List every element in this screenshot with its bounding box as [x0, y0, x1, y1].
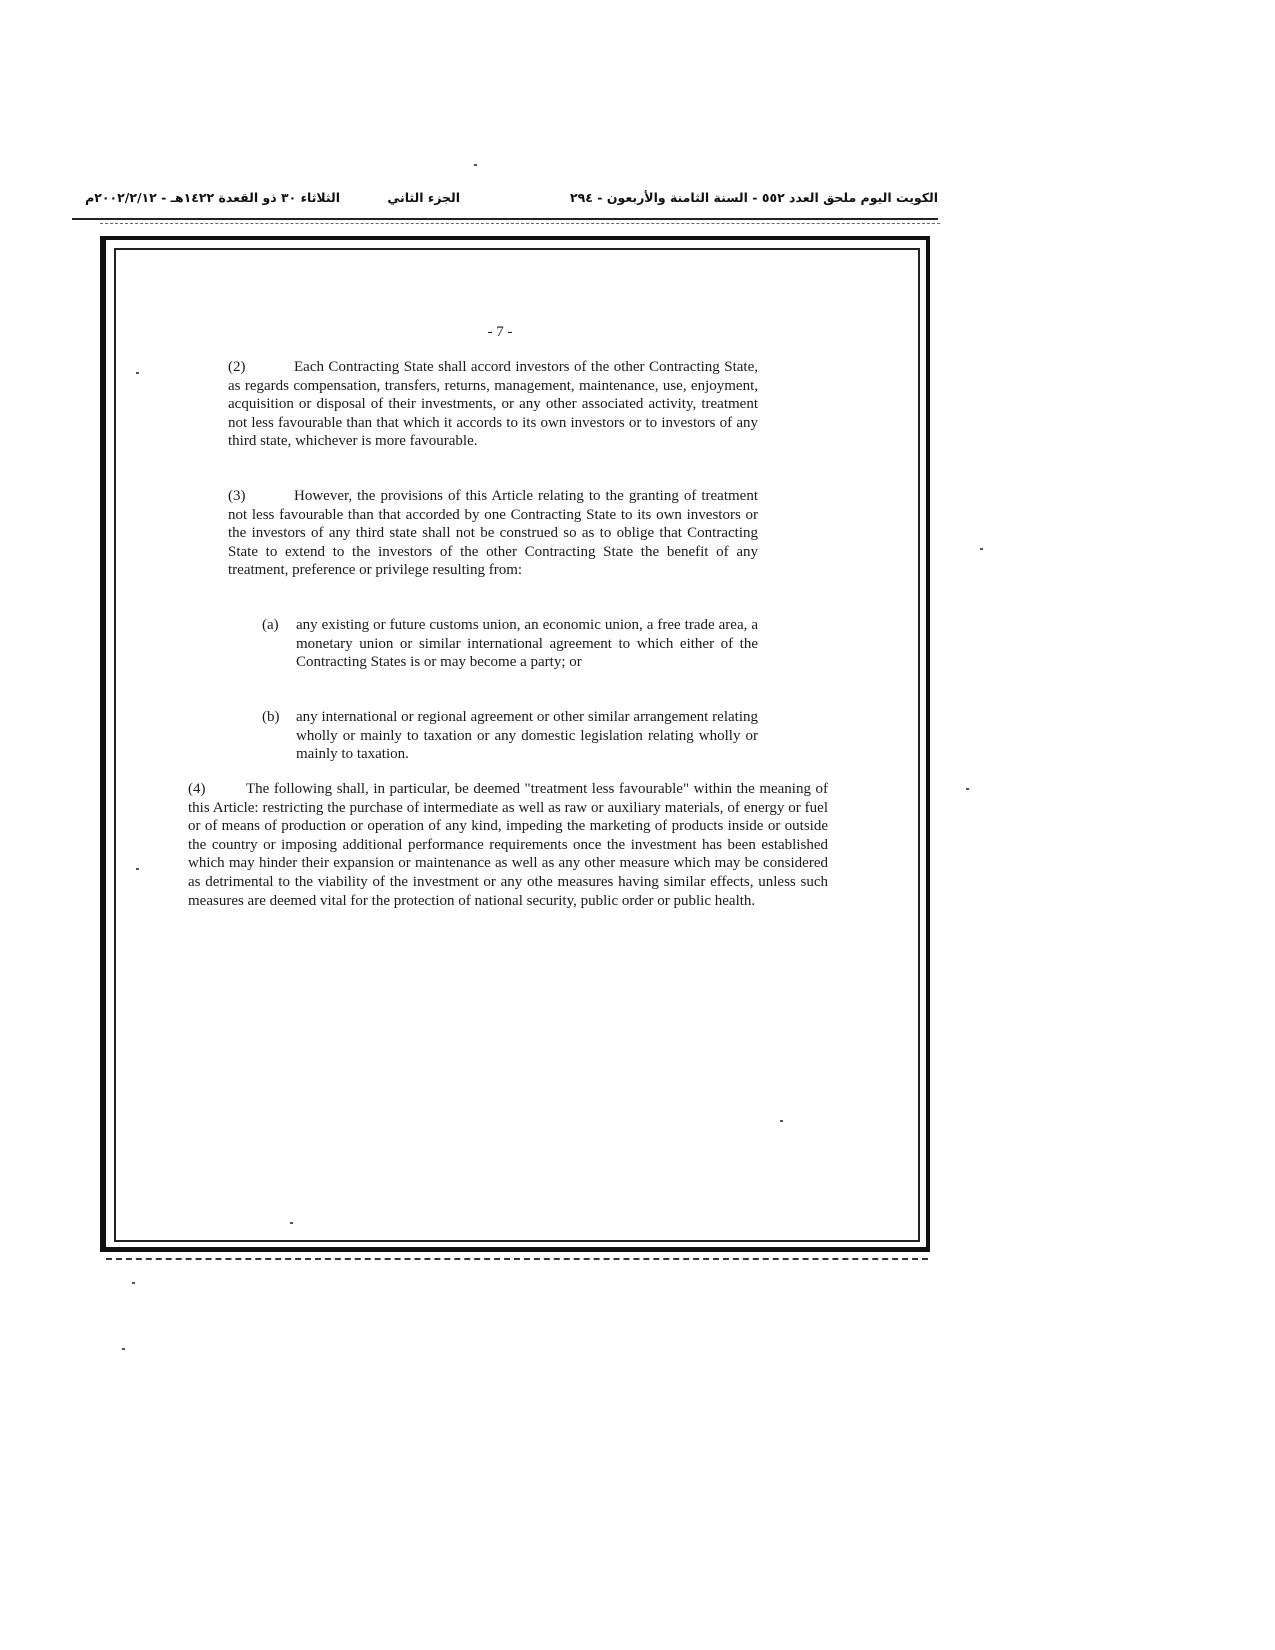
gazette-part-text: الجزء الثاني — [387, 190, 460, 205]
paragraph-text: However, the provisions of this Article relating to the granting of treatment not less favourable than that accorded by one Contracting State to its own investors or the investors of any third state shall not be construed so as to oblige that Contracting State to extend to the investors of the other Contracting State the benefit of any treatment, preference or privilege resulting from: — [228, 488, 758, 579]
paragraph-3 — [228, 487, 758, 580]
scan-speck — [474, 164, 477, 166]
paragraph-number: (4) — [188, 781, 206, 797]
paragraph-number: (2) — [228, 359, 246, 375]
page-number: - 7 - — [487, 324, 513, 340]
subparagraph-text: any international or regional agreement or other similar arrangement relating wholly or mainly to taxation or any domestic legislation relating wholly or mainly to taxation. — [296, 709, 758, 763]
scan-speck — [290, 1222, 293, 1224]
scan-speck — [980, 548, 983, 550]
paragraph-number: (3) — [228, 488, 246, 504]
subparagraph-text: any existing or future customs union, an economic union, a free trade area, a monetary union or similar international agreement to which either of the Contracting States is or may become a party; or — [296, 617, 758, 671]
frame-bottom-rule — [106, 1258, 928, 1260]
scan-speck — [132, 1282, 135, 1284]
paragraph-2 — [228, 358, 758, 451]
subparagraph-b — [262, 708, 758, 764]
paragraph-4 — [188, 780, 828, 910]
gazette-issue-text: الكويت اليوم ملحق العدد ٥٥٢ - السنة الثامنة والأربعون - ٢٩٤ — [570, 190, 938, 205]
subparagraph-label: (a) — [262, 617, 279, 633]
paragraph-text: Each Contracting State shall accord investors of the other Contracting State, as regards compensation, transfers, returns, management, maintenance, use, enjoyment, acquisition or disposal of their investments, or any other associated activity, treatment not less favourable than that which it accords to its own investors or to investors of any third state, whichever is more favourable. — [228, 359, 758, 450]
subparagraph-a — [262, 616, 758, 672]
subparagraph-label: (b) — [262, 709, 280, 725]
header-rule-dashed — [100, 223, 940, 224]
scan-speck — [136, 372, 139, 374]
scan-speck — [122, 1348, 125, 1350]
paragraph-text: The following shall, in particular, be deemed "treatment less favourable" within the meaning of this Article: restricting the purchase of intermediate as well as raw or auxiliary materials, of energy or fuel or of means of production or operation of any kind, impeding the marketing of products inside or outside the country or imposing additional performance requirements once the investment has been established which may hinder their expansion or maintenance as well as any other measure which may be considered as detrimental to the viability of the investment or any othe measures having similar effects, unless such measures are deemed vital for the protection of national security, public order or public health. — [188, 781, 828, 909]
scan-speck — [966, 788, 969, 790]
gazette-date-text: الثلاثاء ٣٠ ذو القعدة ١٤٢٢هـ - ٢٠٠٢/٢/١٢م — [85, 190, 340, 205]
gazette-header — [72, 190, 938, 212]
scan-speck — [780, 1120, 783, 1122]
header-rule — [72, 218, 938, 220]
scan-speck — [136, 868, 139, 870]
